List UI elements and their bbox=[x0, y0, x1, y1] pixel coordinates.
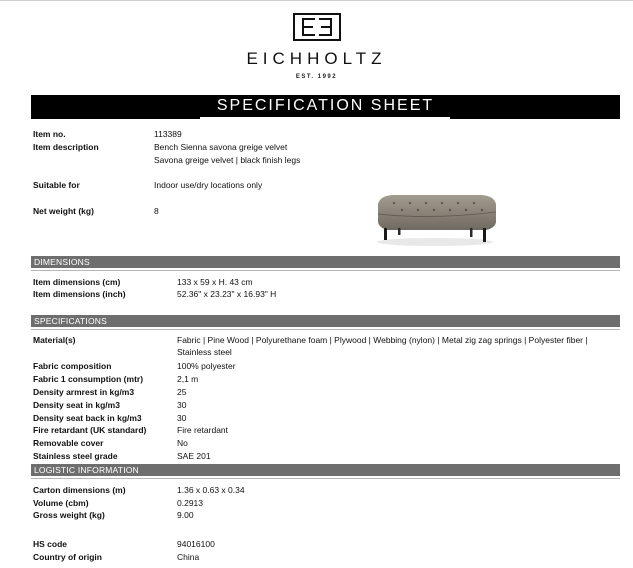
brand-logo-icon bbox=[293, 13, 341, 41]
title-underline bbox=[200, 117, 450, 119]
brand-name: EICHHOLTZ bbox=[246, 49, 387, 68]
volume-value: 0.2913 bbox=[177, 498, 203, 508]
dimensions-inch-label: Item dimensions (inch) bbox=[33, 289, 126, 299]
removable-cover-label: Removable cover bbox=[33, 438, 104, 448]
materials-value-line-1: Fabric | Pine Wood | Polyurethane foam | Plywood | Webbing (nylon) | Metal zig zag springs | Polyester fiber | bbox=[177, 335, 588, 345]
density-armrest-label: Density armrest in kg/m3 bbox=[33, 387, 135, 397]
brand-established: EST. 1992 bbox=[295, 74, 338, 80]
item-no-label: Item no. bbox=[33, 129, 66, 139]
title-bar bbox=[31, 95, 620, 119]
dimensions-cm-value: 133 x 59 x H. 43 cm bbox=[177, 277, 253, 287]
country-of-origin-label: Country of origin bbox=[33, 552, 102, 562]
section-logistic bbox=[31, 464, 620, 476]
fabric-consumption-value: 2,1 m bbox=[177, 374, 199, 384]
fire-retardant-value: Fire retardant bbox=[177, 425, 229, 435]
page-title: SPECIFICATION SHEET bbox=[216, 97, 435, 114]
gross-weight-value: 9.00 bbox=[177, 510, 194, 520]
section-dimensions-title: DIMENSIONS bbox=[34, 257, 90, 267]
page-top-border bbox=[0, 0, 633, 1]
net-weight-label: Net weight (kg) bbox=[33, 206, 94, 216]
hs-code-value: 94016100 bbox=[177, 539, 215, 549]
carton-dimensions-value: 1.36 x 0.63 x 0.34 bbox=[177, 485, 245, 495]
gross-weight-label: Gross weight (kg) bbox=[33, 510, 105, 520]
density-seat-back-label: Density seat back in kg/m3 bbox=[33, 413, 142, 423]
section-dimensions bbox=[31, 256, 620, 268]
volume-label: Volume (cbm) bbox=[33, 498, 89, 508]
section-rule bbox=[31, 270, 620, 271]
removable-cover-value: No bbox=[177, 438, 188, 448]
materials-label: Material(s) bbox=[33, 335, 76, 345]
item-description-line-2: Savona greige velvet | black finish legs bbox=[154, 155, 301, 165]
density-seat-back-value: 30 bbox=[177, 413, 187, 423]
suitable-for-label: Suitable for bbox=[33, 180, 80, 190]
section-specifications-title: SPECIFICATIONS bbox=[34, 316, 108, 326]
fabric-composition-label: Fabric composition bbox=[33, 361, 112, 371]
density-seat-label: Density seat in kg/m3 bbox=[33, 400, 120, 410]
bench-product-image bbox=[370, 190, 500, 250]
section-rule bbox=[31, 478, 620, 479]
suitable-for-value: Indoor use/dry locations only bbox=[154, 180, 263, 190]
item-no-value: 113389 bbox=[154, 129, 182, 139]
item-description-label: Item description bbox=[33, 142, 99, 152]
fabric-composition-value: 100% polyester bbox=[177, 361, 236, 371]
stainless-steel-grade-value: SAE 201 bbox=[177, 451, 211, 461]
dimensions-cm-label: Item dimensions (cm) bbox=[33, 277, 121, 287]
fire-retardant-label: Fire retardant (UK standard) bbox=[33, 425, 147, 435]
carton-dimensions-label: Carton dimensions (m) bbox=[33, 485, 126, 495]
section-specifications bbox=[31, 315, 620, 327]
section-rule bbox=[31, 329, 620, 330]
dimensions-inch-value: 52.36" x 23.23" x 16.93" H bbox=[177, 289, 277, 299]
item-description-line-1: Bench Sienna savona greige velvet bbox=[154, 142, 288, 152]
density-seat-value: 30 bbox=[177, 400, 187, 410]
materials-value-line-2: Stainless steel bbox=[177, 347, 232, 357]
country-of-origin-value: China bbox=[177, 552, 200, 562]
hs-code-label: HS code bbox=[33, 539, 68, 549]
net-weight-value: 8 bbox=[154, 206, 159, 216]
stainless-steel-grade-label: Stainless steel grade bbox=[33, 451, 118, 461]
fabric-consumption-label: Fabric 1 consumption (mtr) bbox=[33, 374, 144, 384]
density-armrest-value: 25 bbox=[177, 387, 187, 397]
section-logistic-title: LOGISTIC INFORMATION bbox=[34, 465, 139, 475]
